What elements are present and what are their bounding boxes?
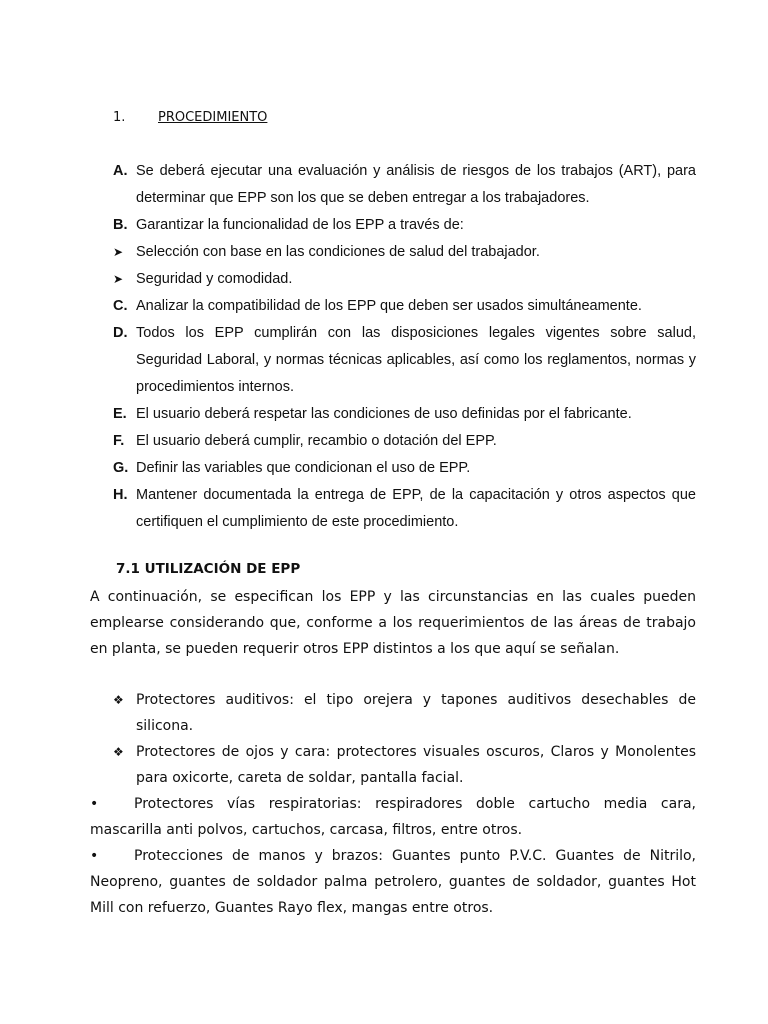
item-text: Protectores de ojos y cara: protectores visuales oscuros, Claros y Monolentes para oxicorte, careta de soldar, pantalla facial. [136, 744, 696, 786]
item-text: Mantener documentada la entrega de EPP, de la capacitación y otros aspectos que certifiquen el cumplimiento de este procedimiento. [136, 487, 696, 530]
item-text: Selección con base en las condiciones de salud del trabajador. [136, 244, 540, 260]
procedure-list [113, 158, 696, 536]
item-marker: A. [113, 163, 128, 179]
item-marker: H. [113, 487, 128, 503]
item-text: Todos los EPP cumplirán con las disposiciones legales vigentes sobre salud, Seguridad Laboral, y normas técnicas aplicables, así como los reglamentos, normas y procedimientos internos. [136, 325, 696, 395]
list-item [113, 320, 696, 401]
item-text: Se deberá ejecutar una evaluación y análisis de riesgos de los trabajos (ART), para determinar que EPP son los que se deben entregar a los trabajadores. [136, 163, 696, 206]
item-text: El usuario deberá respetar las condiciones de uso definidas por el fabricante. [136, 406, 632, 422]
item-marker: D. [113, 325, 128, 341]
item-text: Garantizar la funcionalidad de los EPP a través de: [136, 217, 464, 233]
arrow-bullet-icon: ➤ [113, 272, 124, 286]
diamond-bullet-icon: ❖ [113, 745, 124, 759]
list-item [90, 791, 696, 843]
item-text: Definir las variables que condicionan el uso de EPP. [136, 460, 471, 476]
list-item [113, 482, 696, 536]
item-text: El usuario deberá cumplir, recambio o dotación del EPP. [136, 433, 497, 449]
arrow-bullet-icon: ➤ [113, 245, 124, 259]
item-marker: C. [113, 298, 128, 314]
item-marker: F. [113, 433, 125, 449]
list-item [113, 212, 696, 239]
bullet-icon: • [90, 796, 99, 812]
section-7-1-intro: A continuación, se especifican los EPP y las circunstancias en las cuales pueden emplearse considerando que, conforme a los requerimientos de las áreas de trabajo en planta, se pueden requerir otros EPP distintos a los que aquí se señalan. [90, 589, 696, 657]
item-text: Seguridad y comodidad. [136, 271, 293, 287]
protectors-list [90, 687, 696, 921]
list-item [113, 401, 696, 428]
item-marker: B. [113, 217, 128, 233]
item-text: Protecciones de manos y brazos: Guantes punto P.V.C. Guantes de Nitrilo, Neopreno, guantes de soldador palma petrolero, guantes de soldador, guantes Hot Mill con refuerzo, Guantes Rayo flex, mangas entre otros. [90, 848, 696, 916]
list-item [90, 687, 696, 739]
section-1-number: 1. [113, 110, 126, 125]
list-item [113, 266, 696, 293]
list-item [113, 428, 696, 455]
list-item [90, 843, 696, 921]
section-1-heading [113, 110, 267, 125]
bullet-icon: • [90, 848, 99, 864]
item-text: Protectores auditivos: el tipo orejera y tapones auditivos desechables de silicona. [136, 692, 696, 734]
item-marker: G. [113, 460, 129, 476]
list-item [113, 239, 696, 266]
diamond-bullet-icon: ❖ [113, 693, 124, 707]
section-7-1-title: 7.1 UTILIZACIÓN DE EPP [116, 561, 301, 577]
item-text: Protectores vías respiratorias: respiradores doble cartucho media cara, mascarilla anti polvos, cartuchos, carcasa, filtros, entre otros. [90, 796, 696, 838]
list-item [113, 158, 696, 212]
list-item [113, 455, 696, 482]
item-text: Analizar la compatibilidad de los EPP que deben ser usados simultáneamente. [136, 298, 642, 314]
item-marker: E. [113, 406, 127, 422]
list-item [90, 739, 696, 791]
list-item [113, 293, 696, 320]
section-1-title: PROCEDIMIENTO [158, 110, 268, 125]
